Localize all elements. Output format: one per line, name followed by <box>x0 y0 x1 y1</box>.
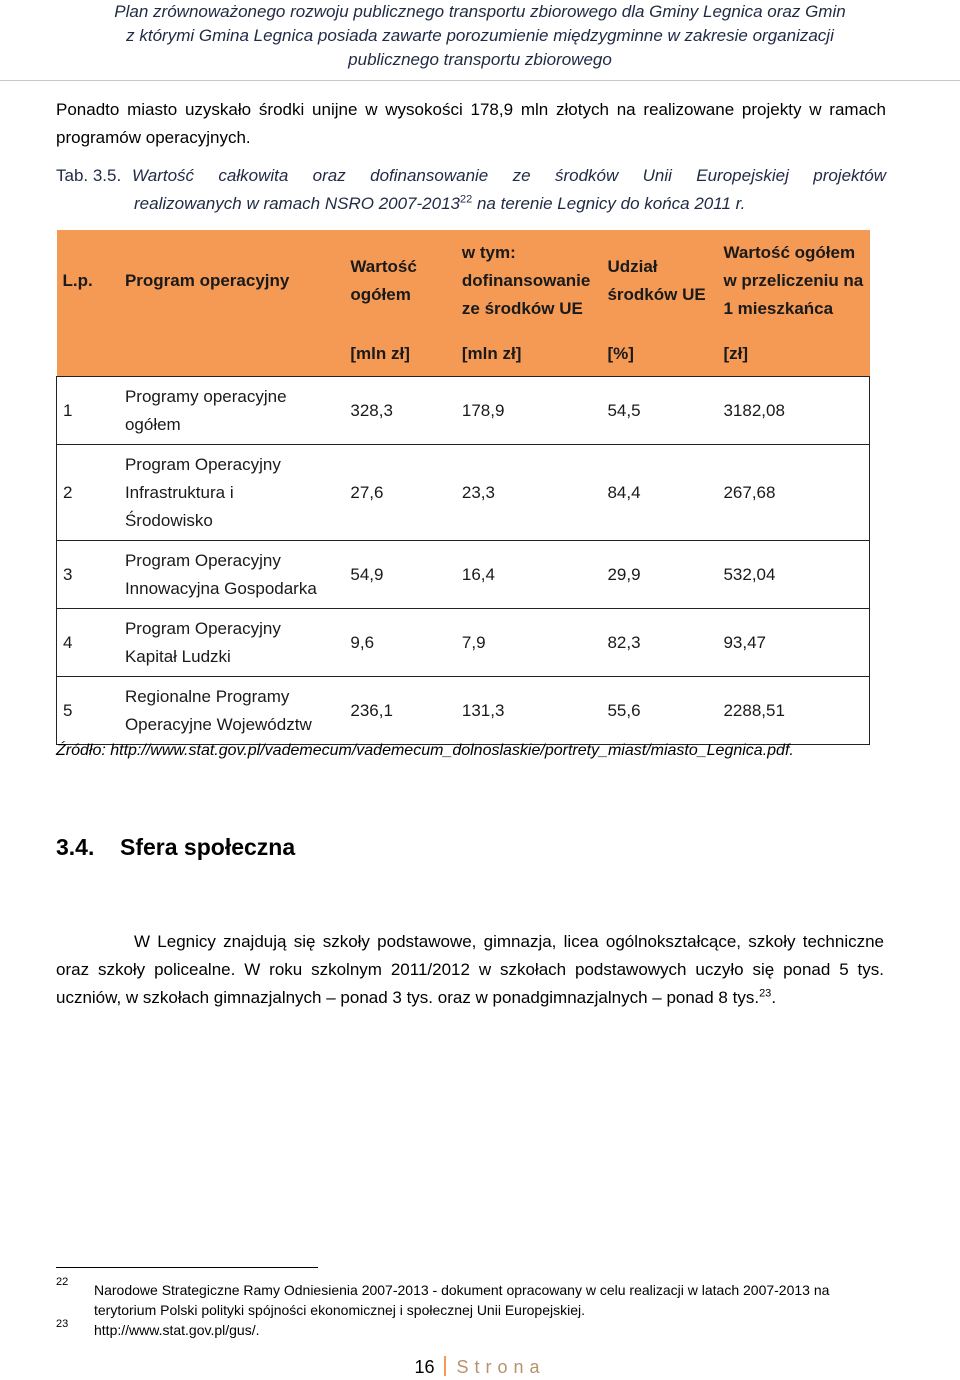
page-word: Strona <box>456 1357 546 1377</box>
caption-text-2: realizowanych w ramach NSRO 2007-2013 <box>134 194 460 213</box>
unit-empty-1 <box>57 332 119 377</box>
table-row <box>57 445 870 541</box>
cell-lp: 4 <box>57 609 119 677</box>
table-row <box>57 677 870 745</box>
cell-program <box>119 609 344 677</box>
footnote-number: 23 <box>56 1318 69 1330</box>
cell-eu-share: 82,3 <box>601 609 717 677</box>
cell-cofinancing: 131,3 <box>456 677 602 745</box>
header-line-2: z którymi Gmina Legnica posiada zawarte porozumienie międzygminne w zakresie organizacji <box>126 26 834 45</box>
cell-cofinancing: 16,4 <box>456 541 602 609</box>
header-value <box>344 230 456 332</box>
table-row <box>57 541 870 609</box>
header-lp: L.p. <box>57 230 119 332</box>
cell-per-capita: 2288,51 <box>717 677 869 745</box>
cell-program-text: Program Operacyjny Infrastruktura i Środowisko <box>124 454 281 530</box>
header-value-text: Wartość ogółem <box>350 257 417 304</box>
cell-eu-share: 29,9 <box>601 541 717 609</box>
header-eu-share <box>601 230 717 332</box>
cell-lp: 5 <box>57 677 119 745</box>
header-cofinancing <box>456 230 602 332</box>
header-divider <box>0 80 960 81</box>
section-number: 3.4. <box>56 834 95 860</box>
cell-per-capita: 532,04 <box>717 541 869 609</box>
cell-per-capita: 93,47 <box>717 609 869 677</box>
header-line-1: Plan zrównoważonego rozwoju publicznego transportu zbiorowego dla Gminy Legnica oraz Gmin <box>114 2 846 21</box>
cell-value: 54,9 <box>344 541 456 609</box>
section-heading <box>56 834 295 861</box>
footnote-text: http://www.stat.gov.pl/gus/. <box>94 1322 260 1338</box>
unit-empty-2 <box>119 332 344 377</box>
cell-cofinancing: 23,3 <box>456 445 602 541</box>
intro-paragraph: Ponadto miasto uzyskało środki unijne w wysokości 178,9 mln złotych na realizowane projekty w ramach programów operacyjnych. <box>56 100 886 147</box>
footnote-number: 22 <box>56 1276 69 1288</box>
table-row <box>57 609 870 677</box>
header-per-capita <box>717 230 869 332</box>
cell-value: 328,3 <box>344 377 456 445</box>
cell-value: 27,6 <box>344 445 456 541</box>
cell-program-text: Program Operacyjny Kapitał Ludzki <box>124 618 281 666</box>
unit-value: [mln zł] <box>344 332 456 377</box>
cell-program <box>119 445 344 541</box>
cell-eu-share: 55,6 <box>601 677 717 745</box>
cell-lp: 2 <box>57 445 119 541</box>
cell-eu-share: 54,5 <box>601 377 717 445</box>
cell-cofinancing: 7,9 <box>456 609 602 677</box>
page-footer <box>0 1356 960 1378</box>
cell-program: Regionalne Programy Operacyjne Województw <box>119 677 344 745</box>
header-eu-share-text: Udział środków UE <box>607 257 706 304</box>
body-paragraph <box>56 928 884 1012</box>
header-per-capita-text: Wartość ogółem w przeliczeniu na 1 mieszkańca <box>723 243 864 318</box>
table-row <box>57 377 870 445</box>
footnote-text: Narodowe Strategiczne Ramy Odniesienia 2007-2013 - dokument opracowany w celu realizacji w latach 2007-2013 na terytorium Polski polityki spójności ekonomicznej i społecznej Unii Europejskiej. <box>94 1282 830 1318</box>
cell-value: 9,6 <box>344 609 456 677</box>
body-footnote-ref[interactable]: 23 <box>759 987 772 1000</box>
cell-lp: 3 <box>57 541 119 609</box>
cell-value: 236,1 <box>344 677 456 745</box>
caption-text-3: na terenie Legnicy do końca 2011 r. <box>472 194 746 213</box>
header-cofinancing-text: w tym: dofinansowanie ze środków UE <box>461 243 591 318</box>
footer-separator <box>444 1356 446 1376</box>
body-end: . <box>771 988 777 1007</box>
body-text: W Legnicy znajdują się szkoły podstawowe, gimnazja, licea ogólnokształcące, szkoły techniczne oraz szkoły policealne. W roku szkolnym 2011/2012 w szkołach podstawowych uczyło się ponad 5 tys. uczniów, w szkołach gimnazjalnych – ponad 3 tys. oraz w ponadgimnazjalnych – ponad 8 tys. <box>56 932 884 1007</box>
document-header <box>0 0 960 72</box>
header-line-3: publicznego transportu zbiorowego <box>348 50 612 69</box>
cell-program: Programy operacyjne ogółem <box>119 377 344 445</box>
cell-lp: 1 <box>57 377 119 445</box>
cell-program: Program Operacyjny Innowacyjna Gospodarka <box>119 541 344 609</box>
cell-per-capita: 3182,08 <box>717 377 869 445</box>
cell-cofinancing: 178,9 <box>456 377 602 445</box>
cell-eu-share: 84,4 <box>601 445 717 541</box>
cell-per-capita: 267,68 <box>717 445 869 541</box>
table-caption <box>56 162 886 218</box>
caption-footnote-ref[interactable]: 22 <box>460 193 473 206</box>
caption-label: Tab. 3.5. <box>56 166 122 185</box>
header-program: Program operacyjny <box>119 230 344 332</box>
page-number: 16 <box>414 1357 435 1377</box>
caption-text-1: Wartość całkowita oraz dofinansowanie ze środków Unii Europejskiej projektów <box>132 166 886 185</box>
unit-eu-share: [%] <box>601 332 717 377</box>
section-title: Sfera społeczna <box>120 834 296 860</box>
unit-per-capita: [zł] <box>717 332 869 377</box>
footnote-divider <box>56 1267 318 1268</box>
unit-cofinancing: [mln zł] <box>456 332 602 377</box>
table-source: Źródło: http://www.stat.gov.pl/vademecum/vademecum_dolnoslaskie/portrety_miast/miasto_Legnica.pdf. <box>56 742 794 759</box>
eu-funds-table <box>56 230 870 745</box>
